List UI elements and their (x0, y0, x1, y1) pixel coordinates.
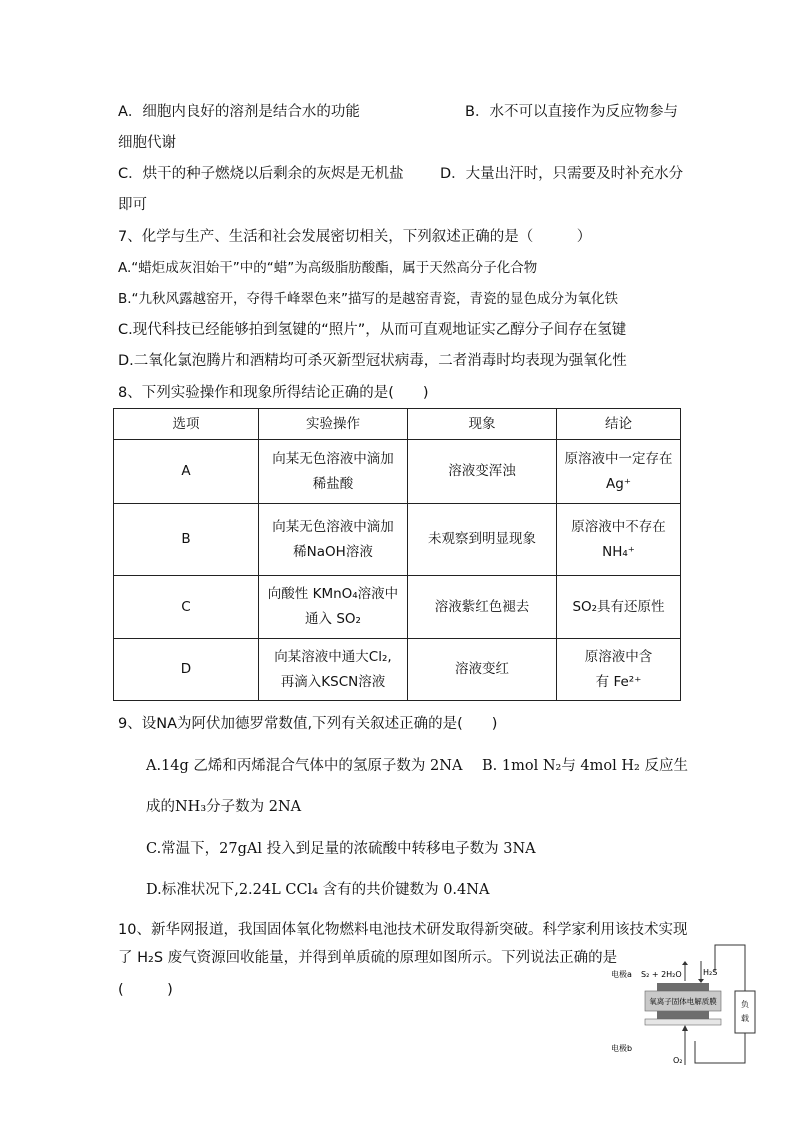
row-phenomenon: 溶液紫红色褪去 (408, 576, 557, 639)
load-box (735, 991, 755, 1033)
table-header-row (114, 409, 681, 440)
q7-option-b: B.“九秋风露越窑开，夺得千峰翠色来”描写的是越窑青瓷，青瓷的显色成分为氧化铁 (118, 291, 619, 307)
conclusion-line-2: 有 Fe²⁺ (595, 673, 642, 690)
h2s-arrow-head (698, 979, 704, 983)
electrode-b (657, 1011, 709, 1019)
row-conclusion: SO₂具有还原性 (557, 576, 681, 639)
row-option: A (114, 440, 259, 504)
q6-option-c: C．烘干的种子燃烧以后剩余的灰烬是无机盐 (118, 166, 404, 182)
q6-option-d-continued: 即可 (118, 197, 147, 213)
row-operation (259, 504, 408, 576)
q10-line-1: 10、新华网报道，我国固体氧化物燃料电池技术研发取得新突破。科学家利用该技术实现 (118, 922, 688, 938)
q6-option-b: B．水不可以直接作为反应物参与 (465, 104, 678, 120)
row-option: C (114, 576, 259, 639)
operation-line-1: 向某溶液中通大Cl₂, (274, 648, 392, 665)
conclusion-line-1: 原溶液中一定存在 (564, 450, 673, 467)
row-option: B (114, 504, 259, 576)
table-row (114, 576, 681, 639)
electrode-b-label: 电极b (611, 1044, 633, 1053)
header-option: 选项 (114, 409, 259, 440)
operation-line-1: 向某无色溶液中滴加 (272, 450, 394, 467)
row-operation (259, 440, 408, 504)
row-option: D (114, 639, 259, 701)
load-label: 负载 (741, 1000, 749, 1023)
h2s-label: H₂S (703, 968, 718, 977)
row-phenomenon: 溶液变红 (408, 639, 557, 701)
fuel-cell-diagram (605, 935, 765, 1075)
q7-option-a: A.“蜡炬成灰泪始干”中的“蜡”为高级脂肪酸酯，属于天然高分子化合物 (118, 260, 538, 276)
row-phenomenon: 未观察到明显现象 (408, 504, 557, 576)
q9-stem: 9、设NA为阿伏加德罗常数值,下列有关叙述正确的是( ) (118, 716, 498, 732)
table-row (114, 504, 681, 576)
row-operation (259, 576, 408, 639)
conclusion-line-2: NH₄⁺ (602, 543, 635, 560)
operation-line-2: 稀NaOH溶液 (293, 543, 373, 560)
q9-option-c: C.常温下，27gAl 投入到足量的浓硫酸中转移电子数为 3NA (146, 841, 536, 857)
operation-line-2: 稀盐酸 (312, 475, 354, 492)
o2-arrow-head (682, 1025, 688, 1031)
operation-line-2: 再滴入KSCN溶液 (280, 673, 386, 690)
q9-option-d: D.标准状况下,2.24L CCl₄ 含有的共价键数为 0.4NA (146, 882, 490, 898)
header-phenomenon: 现象 (408, 409, 557, 440)
q10-line-2: 了 H₂S 废气资源回收能量，并得到单质硫的原理如图所示。下列说法正确的是 (118, 950, 618, 966)
q7-option-d: D.二氧化氯泡腾片和酒精均可杀灭新型冠状病毒，二者消毒时均表现为强氧化性 (118, 353, 627, 369)
products-label: S₂ + 2H₂O (641, 970, 682, 979)
chamber-bottom (645, 1019, 721, 1025)
electrolyte-label: 氧离子固体电解质膜 (649, 997, 717, 1006)
q10-line-3: ( ) (118, 982, 173, 998)
row-operation (259, 639, 408, 701)
electrode-a (657, 983, 709, 991)
row-conclusion (557, 639, 681, 701)
table-row (114, 639, 681, 701)
conclusion-line-2: Ag⁺ (606, 475, 631, 492)
q6-option-a: A．细胞内良好的溶剂是结合水的功能 (118, 104, 360, 120)
q9-option-b-continued: 成的NH₃分子数为 2NA (146, 799, 302, 815)
q7-option-c: C.现代科技已经能够拍到氢键的“照片”，从而可直观地证实乙醇分子间存在氢键 (118, 322, 627, 338)
products-arrow-head (682, 961, 688, 965)
operation-line-1: 向酸性 KMnO₄溶液中 (267, 586, 399, 602)
q8-experiment-table (113, 408, 681, 701)
q9-option-b: B. 1mol N₂与 4mol H₂ 反应生 (482, 758, 688, 774)
conclusion-line-1: 原溶液中不存在 (571, 518, 666, 535)
header-operation: 实验操作 (259, 409, 408, 440)
row-phenomenon: 溶液变浑浊 (408, 440, 557, 504)
o2-label: O₂ (673, 1056, 683, 1065)
operation-line-1: 向某无色溶液中滴加 (272, 518, 394, 535)
header-conclusion: 结论 (557, 409, 681, 440)
row-conclusion (557, 440, 681, 504)
conclusion-line-1: 原溶液中含 (584, 648, 653, 665)
electrode-a-label: 电极a (611, 970, 632, 979)
q9-option-a: A.14g 乙烯和丙烯混合气体中的氢原子数为 2NA (146, 758, 463, 774)
table-row (114, 440, 681, 504)
q8-stem: 8、下列实验操作和现象所得结论正确的是( ) (118, 385, 429, 401)
q7-stem: 7、化学与生产、生活和社会发展密切相关，下列叙述正确的是（ ） (118, 229, 592, 245)
q6-option-b-continued: 细胞代谢 (118, 135, 176, 151)
q6-option-d: D．大量出汗时，只需要及时补充水分 (440, 166, 684, 182)
operation-line-2: 通入 SO₂ (305, 611, 361, 627)
row-conclusion (557, 504, 681, 576)
